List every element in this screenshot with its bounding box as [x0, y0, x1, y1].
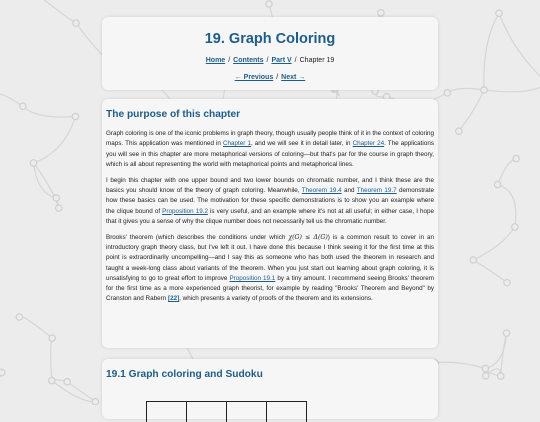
breadcrumb-contents-link[interactable]: Contents [233, 57, 264, 64]
proposition-19-1-link[interactable]: Proposition 19.1 [229, 274, 276, 282]
citation-22-link[interactable] [168, 295, 179, 302]
page-title: 19. Graph Coloring [204, 31, 336, 47]
paragraph-text: I begin this chapter with one upper bound and two lower bounds on chromatic number, and I think these are the basics you should know of the theory of graph coloring. Meanwhile, [106, 176, 434, 194]
content-card [102, 99, 438, 348]
citation-label: [22] [167, 295, 180, 303]
section-card [102, 359, 438, 419]
paragraph-text: demonstrate how these basics can be used. The motivation for these specific demonstrations is to show you an example where the clique bound of [106, 186, 434, 215]
chapter-nav [102, 73, 438, 82]
breadcrumb-separator: / [294, 57, 297, 64]
paragraph-2 [106, 176, 434, 227]
breadcrumb-home-link[interactable]: Home [205, 57, 226, 64]
paragraph-text: Brooks' theorem (which describes the conditions under which [106, 233, 289, 241]
breadcrumb-part-link[interactable]: Part V [271, 57, 292, 64]
chapter-1-link[interactable]: Chapter 1 [223, 140, 251, 148]
chapter-24-link[interactable]: Chapter 24 [352, 140, 385, 148]
paragraph-text: Graph coloring is one of the iconic problems in graph theory, though usually people think of it in the context of coloring maps. This application was mentioned in [106, 130, 434, 148]
math-inequality: χ(G) ≤ Δ(G) [288, 233, 328, 241]
paragraph-text: ) is a common result to cover in an introductory graph theory class, but I've left it out. I have done this because I think seeing it for the first time at this point is extraordinarily uncompelling—and I say this as someone who has both used the theorem in research and taught a week-long class about variants of the theorem. When you just start out learning about graph coloring, it is unsatisfying to go to great effort to improve [106, 233, 434, 282]
section-heading: 19.1 Graph coloring and Sudoku [106, 369, 263, 380]
proposition-19-2-link[interactable]: Proposition 19.2 [162, 207, 208, 215]
paragraph-text: is very useful, and an example where it's not at all useful; in either case, I hope that it gives you a sense of why the clique number does not necessarily tell us the chromatic number. [106, 207, 435, 225]
breadcrumb-separator: / [228, 57, 231, 64]
next-link[interactable]: Next → [281, 74, 306, 81]
header-card [102, 17, 438, 90]
theorem-19-7-link[interactable]: Theorem 19.7 [356, 186, 397, 194]
paragraph-text: by a tiny amount. I recommend seeing Brooks' theorem for the first time as a more experienced graph theorist, for example by reading "Brooks' Theorem and Beyond" by Cranston and Rabern [106, 274, 435, 303]
sudoku-cell [266, 402, 307, 422]
paragraph-text: , and we will see it in detail later, in [250, 140, 353, 148]
paragraph-text: . The applications you will see in this chapter are more metaphorical versions of coloring—but that's par for the course in graph theory, which is all about representing the world with metaphorical points and metaphorical lines. [106, 140, 434, 168]
breadcrumb-current: Chapter 19 [299, 57, 335, 64]
breadcrumb [102, 56, 438, 65]
sudoku-cell [147, 402, 187, 422]
breadcrumb-separator: / [266, 57, 269, 64]
sudoku-cell [186, 402, 227, 422]
paragraph-1 [106, 129, 434, 170]
sudoku-cell [226, 402, 267, 422]
theorem-19-4-link[interactable]: Theorem 19.4 [301, 186, 342, 194]
paragraph-text: and [341, 186, 357, 194]
paragraph-3 [106, 233, 434, 305]
nav-separator: / [276, 74, 279, 81]
paragraph-text: , which presents a variety of proofs of the theorem and its extensions. [179, 295, 373, 303]
previous-link[interactable]: ← Previous [234, 74, 274, 81]
sudoku-grid [146, 401, 307, 422]
section-heading: The purpose of this chapter [106, 109, 241, 120]
